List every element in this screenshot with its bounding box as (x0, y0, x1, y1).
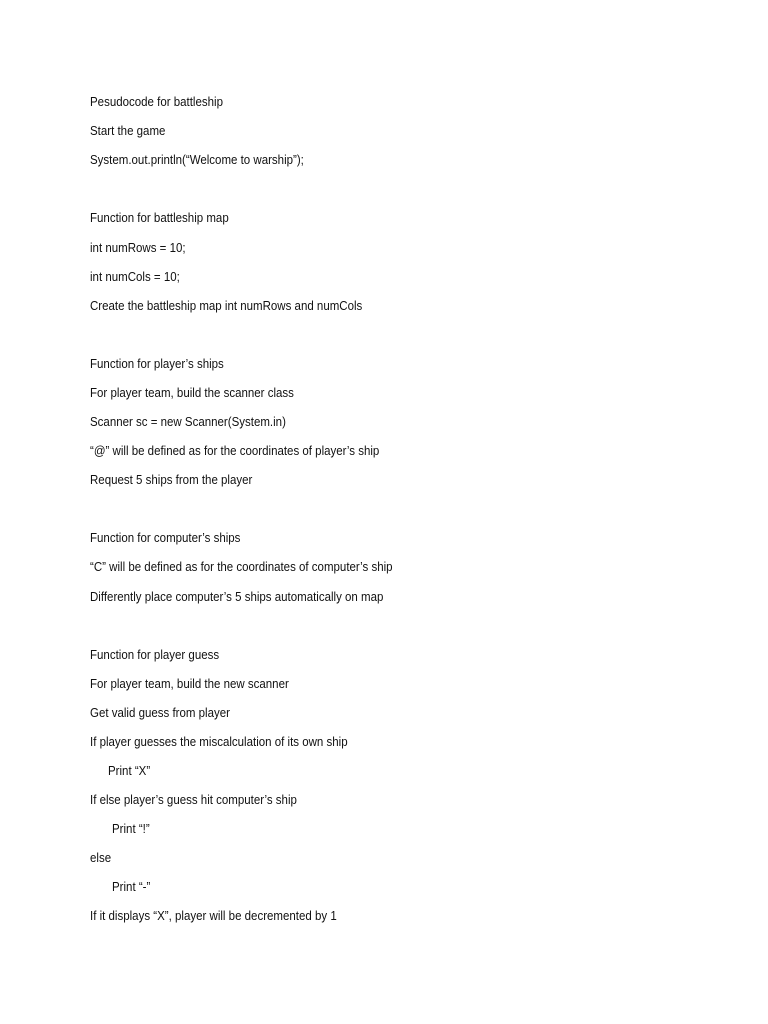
doc-line: Start the game (90, 124, 166, 138)
doc-line: else (90, 851, 112, 865)
section-heading: Function for player’s ships (90, 357, 224, 371)
doc-line: int numRows = 10; (90, 241, 186, 255)
doc-line: If it displays “X”, player will be decremented by 1 (90, 909, 337, 923)
doc-line: “C” will be defined as for the coordinates of computer’s ship (90, 560, 393, 574)
doc-line: For player team, build the scanner class (90, 386, 294, 400)
doc-line: Get valid guess from player (90, 706, 230, 720)
section-heading: Function for battleship map (90, 211, 229, 225)
doc-line: Differently place computer’s 5 ships automatically on map (90, 590, 384, 604)
doc-line: Scanner sc = new Scanner(System.in) (90, 415, 286, 429)
doc-line: Request 5 ships from the player (90, 473, 253, 487)
doc-line-indented: Print “!” (112, 822, 150, 836)
doc-line: Create the battleship map int numRows and numCols (90, 299, 363, 313)
doc-line: If else player’s guess hit computer’s ship (90, 793, 297, 807)
doc-line: If player guesses the miscalculation of its own ship (90, 735, 348, 749)
section-heading: Function for computer’s ships (90, 531, 241, 545)
doc-line: System.out.println(“Welcome to warship”); (90, 153, 304, 167)
doc-line: “@” will be defined as for the coordinates of player’s ship (90, 444, 380, 458)
section-heading: Function for player guess (90, 648, 220, 662)
doc-line-indented: Print “X” (108, 764, 151, 778)
doc-line: For player team, build the new scanner (90, 677, 289, 691)
doc-line: int numCols = 10; (90, 270, 180, 284)
doc-line-indented: Print “-” (112, 880, 151, 894)
doc-title: Pesudocode for battleship (90, 95, 223, 109)
